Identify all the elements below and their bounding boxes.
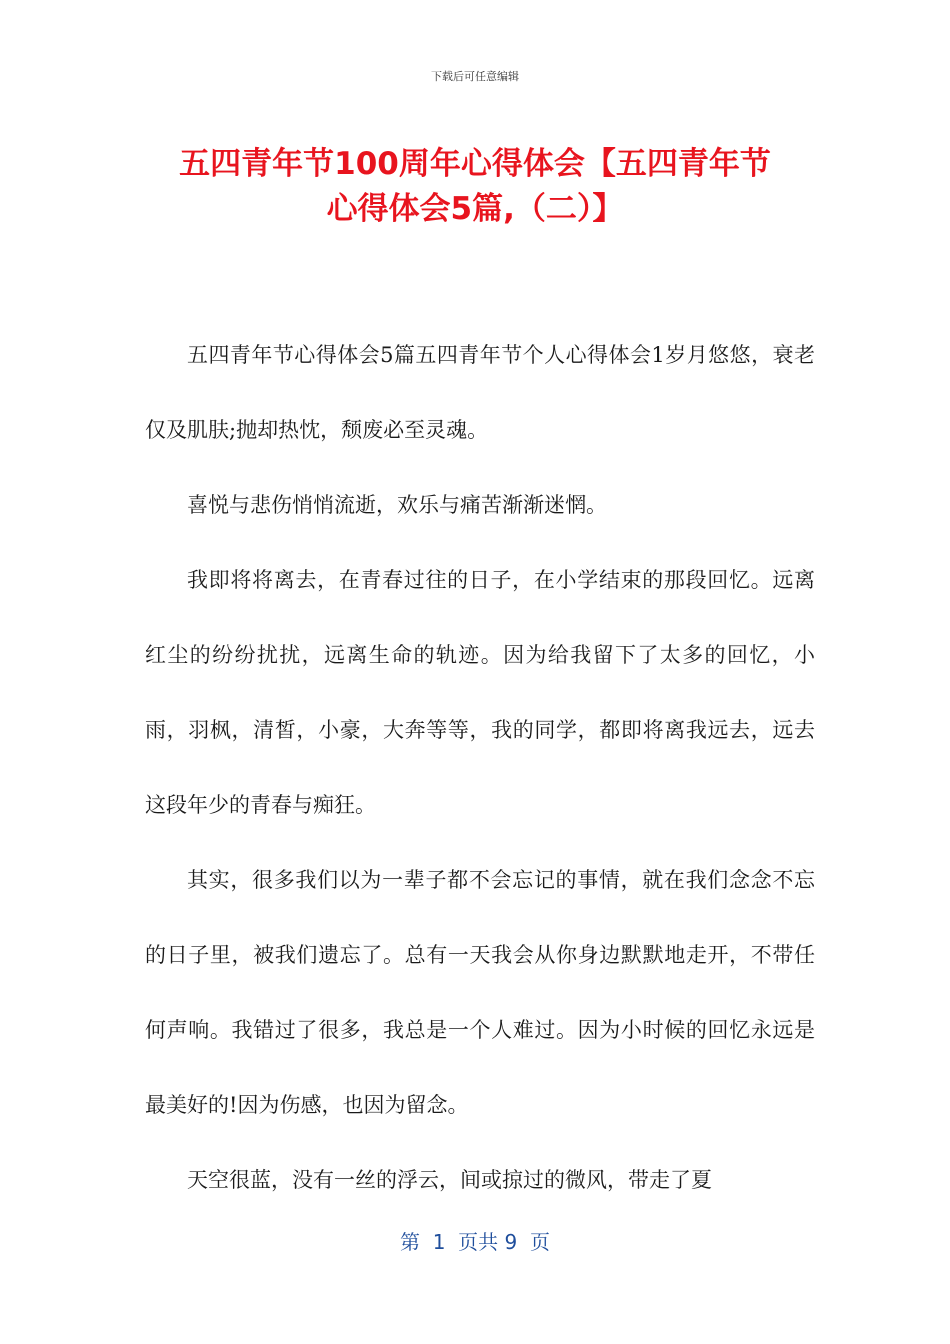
paragraph-3: 我即将将离去，在青春过往的日子，在小学结束的那段回忆。远离红尘的纷纷扰扰，远离生命的轨迹。因为给我留下了太多的回忆，小雨，羽枫，清皙，小豪，大奔等等，我的同学，都即将离我远去，远去这段年少的青春与痴狂。: [145, 568, 815, 817]
document-body: [145, 318, 815, 1218]
paragraph-4: 其实，很多我们以为一辈子都不会忘记的事情，就在我们念念不忘的日子里，被我们遗忘了。总有一天我会从你身边默默地走开，不带任何声响。我错过了很多，我总是一个人难过。因为小时候的回忆永远是最美好的!因为伤感，也因为留念。: [145, 868, 815, 1117]
document-title: [120, 142, 830, 232]
paragraph-1: 五四青年节心得体会5篇五四青年节个人心得体会1岁月悠悠，衰老仅及肌肤;抛却热忱，颓废必至灵魂。: [145, 343, 815, 442]
paragraph-2: 喜悦与悲伤悄悄流逝，欢乐与痛苦渐渐迷惘。: [187, 493, 607, 517]
title-line-1: 五四青年节100周年心得体会【五四青年节: [179, 146, 771, 182]
page-number-footer: 第 1 页共 9 页: [400, 1230, 550, 1254]
title-line-2: 心得体会5篇,（二）】: [326, 191, 624, 227]
paragraph-5: 天空很蓝，没有一丝的浮云，间或掠过的微风，带走了夏: [187, 1168, 712, 1192]
header-note: 下载后可任意编辑: [431, 70, 519, 83]
